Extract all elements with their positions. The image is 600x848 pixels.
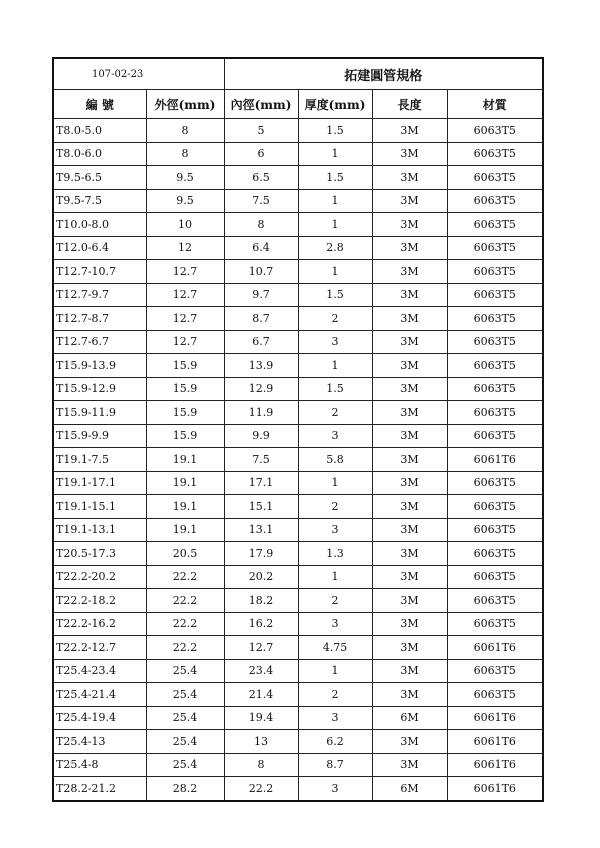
sheet-title: 拓建圓管規格	[224, 58, 543, 90]
table-cell: 3	[298, 612, 372, 636]
table-cell: 8.7	[298, 753, 372, 777]
table-cell: 1	[298, 260, 372, 284]
table-cell: 9.5	[146, 189, 224, 213]
part-code-cell: T22.2-16.2	[53, 612, 146, 636]
table-cell: 25.4	[146, 683, 224, 707]
table-cell: 6063T5	[447, 659, 543, 683]
table-row	[53, 307, 543, 331]
table-cell: 3M	[372, 589, 447, 613]
table-row	[53, 236, 543, 260]
table-cell: 10.7	[224, 260, 298, 284]
table-cell: 6063T5	[447, 377, 543, 401]
part-code-cell: T19.1-15.1	[53, 495, 146, 519]
table-cell: 6.2	[298, 730, 372, 754]
table-row	[53, 683, 543, 707]
table-cell: 3M	[372, 142, 447, 166]
table-row	[53, 495, 543, 519]
table-row	[53, 330, 543, 354]
table-cell: 6063T5	[447, 213, 543, 237]
table-cell: 13.9	[224, 354, 298, 378]
part-code-cell: T15.9-13.9	[53, 354, 146, 378]
table-cell: 3M	[372, 166, 447, 190]
table-row	[53, 753, 543, 777]
table-cell: 3M	[372, 518, 447, 542]
table-cell: 7.5	[224, 189, 298, 213]
table-row	[53, 636, 543, 660]
table-row	[53, 354, 543, 378]
table-cell: 6063T5	[447, 542, 543, 566]
table-cell: 16.2	[224, 612, 298, 636]
date-label: 107-02-23	[53, 58, 224, 90]
part-code-cell: T10.0-8.0	[53, 213, 146, 237]
table-cell: 6063T5	[447, 283, 543, 307]
table-cell: 25.4	[146, 659, 224, 683]
column-header: 材質	[447, 90, 543, 119]
table-row	[53, 166, 543, 190]
table-row	[53, 565, 543, 589]
table-cell: 3M	[372, 119, 447, 143]
table-cell: 19.1	[146, 448, 224, 472]
part-code-cell: T12.7-10.7	[53, 260, 146, 284]
table-cell: 6063T5	[447, 589, 543, 613]
table-cell: 19.4	[224, 706, 298, 730]
table-cell: 3M	[372, 330, 447, 354]
table-cell: 3M	[372, 471, 447, 495]
table-cell: 23.4	[224, 659, 298, 683]
table-row	[53, 542, 543, 566]
table-row	[53, 612, 543, 636]
part-code-cell: T22.2-18.2	[53, 589, 146, 613]
table-cell: 22.2	[224, 777, 298, 801]
table-cell: 1	[298, 142, 372, 166]
table-cell: 19.1	[146, 471, 224, 495]
table-row	[53, 424, 543, 448]
table-row	[53, 730, 543, 754]
part-code-cell: T19.1-17.1	[53, 471, 146, 495]
part-code-cell: T8.0-6.0	[53, 142, 146, 166]
table-cell: 1	[298, 471, 372, 495]
table-cell: 2	[298, 683, 372, 707]
part-code-cell: T20.5-17.3	[53, 542, 146, 566]
table-cell: 20.5	[146, 542, 224, 566]
table-cell: 15.9	[146, 377, 224, 401]
table-cell: 12.7	[146, 260, 224, 284]
table-cell: 19.1	[146, 495, 224, 519]
table-cell: 1.5	[298, 283, 372, 307]
part-code-cell: T9.5-6.5	[53, 166, 146, 190]
table-cell: 6063T5	[447, 495, 543, 519]
table-cell: 6061T6	[447, 730, 543, 754]
column-header: 內徑(mm)	[224, 90, 298, 119]
table-cell: 6	[224, 142, 298, 166]
table-cell: 3M	[372, 213, 447, 237]
table-cell: 1	[298, 659, 372, 683]
table-cell: 17.1	[224, 471, 298, 495]
table-row	[53, 706, 543, 730]
table-cell: 12.7	[146, 283, 224, 307]
table-cell: 6M	[372, 706, 447, 730]
table-row	[53, 471, 543, 495]
table-cell: 8	[146, 119, 224, 143]
table-cell: 6061T6	[447, 753, 543, 777]
table-cell: 2	[298, 589, 372, 613]
table-cell: 6063T5	[447, 119, 543, 143]
table-cell: 2	[298, 495, 372, 519]
table-cell: 1.5	[298, 119, 372, 143]
table-row	[53, 283, 543, 307]
column-header: 編 號	[53, 90, 146, 119]
table-cell: 3	[298, 777, 372, 801]
table-cell: 22.2	[146, 589, 224, 613]
table-cell: 5	[224, 119, 298, 143]
table-row	[53, 659, 543, 683]
table-cell: 3M	[372, 283, 447, 307]
table-cell: 22.2	[146, 636, 224, 660]
table-cell: 6.5	[224, 166, 298, 190]
table-cell: 12	[146, 236, 224, 260]
table-cell: 12.7	[146, 307, 224, 331]
table-cell: 3M	[372, 189, 447, 213]
table-cell: 3M	[372, 377, 447, 401]
table-cell: 6063T5	[447, 401, 543, 425]
table-cell: 2	[298, 307, 372, 331]
table-cell: 6061T6	[447, 636, 543, 660]
part-code-cell: T12.7-9.7	[53, 283, 146, 307]
title-row	[53, 58, 543, 90]
part-code-cell: T15.9-9.9	[53, 424, 146, 448]
table-cell: 15.1	[224, 495, 298, 519]
table-row	[53, 401, 543, 425]
column-header: 外徑(mm)	[146, 90, 224, 119]
table-row	[53, 518, 543, 542]
table-cell: 9.5	[146, 166, 224, 190]
table-cell: 15.9	[146, 401, 224, 425]
table-cell: 6063T5	[447, 354, 543, 378]
table-row	[53, 189, 543, 213]
table-cell: 13.1	[224, 518, 298, 542]
table-cell: 6063T5	[447, 189, 543, 213]
table-cell: 1.5	[298, 166, 372, 190]
part-code-cell: T28.2-21.2	[53, 777, 146, 801]
table-cell: 6063T5	[447, 565, 543, 589]
table-cell: 3	[298, 424, 372, 448]
table-cell: 3M	[372, 401, 447, 425]
table-cell: 1	[298, 213, 372, 237]
table-cell: 4.75	[298, 636, 372, 660]
table-cell: 2	[298, 401, 372, 425]
part-code-cell: T22.2-20.2	[53, 565, 146, 589]
table-cell: 2.8	[298, 236, 372, 260]
table-cell: 1.3	[298, 542, 372, 566]
part-code-cell: T22.2-12.7	[53, 636, 146, 660]
table-row	[53, 589, 543, 613]
table-cell: 12.9	[224, 377, 298, 401]
table-cell: 6.7	[224, 330, 298, 354]
table-cell: 3M	[372, 612, 447, 636]
table-cell: 6063T5	[447, 471, 543, 495]
column-header: 厚度(mm)	[298, 90, 372, 119]
table-cell: 7.5	[224, 448, 298, 472]
table-cell: 6063T5	[447, 518, 543, 542]
table-cell: 25.4	[146, 730, 224, 754]
spec-rows	[53, 119, 543, 801]
table-cell: 3M	[372, 424, 447, 448]
table-cell: 28.2	[146, 777, 224, 801]
table-cell: 6063T5	[447, 424, 543, 448]
table-cell: 22.2	[146, 612, 224, 636]
spec-table	[52, 57, 544, 802]
table-cell: 3	[298, 706, 372, 730]
table-cell: 25.4	[146, 753, 224, 777]
part-code-cell: T19.1-7.5	[53, 448, 146, 472]
table-cell: 3	[298, 518, 372, 542]
table-cell: 1	[298, 565, 372, 589]
table-cell: 6.4	[224, 236, 298, 260]
table-cell: 19.1	[146, 518, 224, 542]
table-cell: 13	[224, 730, 298, 754]
table-cell: 3M	[372, 495, 447, 519]
part-code-cell: T15.9-12.9	[53, 377, 146, 401]
table-cell: 3M	[372, 236, 447, 260]
table-row	[53, 448, 543, 472]
table-cell: 3M	[372, 683, 447, 707]
column-header-row	[53, 90, 543, 119]
table-cell: 3M	[372, 753, 447, 777]
table-cell: 3M	[372, 307, 447, 331]
table-cell: 1	[298, 189, 372, 213]
table-cell: 3M	[372, 636, 447, 660]
table-cell: 3M	[372, 354, 447, 378]
part-code-cell: T12.7-6.7	[53, 330, 146, 354]
table-cell: 6063T5	[447, 260, 543, 284]
table-cell: 22.2	[146, 565, 224, 589]
table-cell: 6063T5	[447, 236, 543, 260]
table-cell: 11.9	[224, 401, 298, 425]
table-cell: 9.7	[224, 283, 298, 307]
part-code-cell: T25.4-19.4	[53, 706, 146, 730]
table-cell: 17.9	[224, 542, 298, 566]
table-row	[53, 142, 543, 166]
table-cell: 3M	[372, 565, 447, 589]
table-cell: 5.8	[298, 448, 372, 472]
table-cell: 1	[298, 354, 372, 378]
table-cell: 10	[146, 213, 224, 237]
table-cell: 6063T5	[447, 166, 543, 190]
table-cell: 9.9	[224, 424, 298, 448]
table-cell: 6063T5	[447, 330, 543, 354]
part-code-cell: T15.9-11.9	[53, 401, 146, 425]
table-cell: 3M	[372, 730, 447, 754]
table-cell: 8	[224, 753, 298, 777]
table-cell: 1.5	[298, 377, 372, 401]
table-cell: 6063T5	[447, 683, 543, 707]
table-cell: 6063T5	[447, 612, 543, 636]
table-cell: 3M	[372, 260, 447, 284]
table-cell: 3M	[372, 542, 447, 566]
table-cell: 8.7	[224, 307, 298, 331]
table-cell: 6063T5	[447, 307, 543, 331]
table-row	[53, 119, 543, 143]
part-code-cell: T25.4-21.4	[53, 683, 146, 707]
table-cell: 8	[224, 213, 298, 237]
table-cell: 20.2	[224, 565, 298, 589]
table-cell: 6061T6	[447, 706, 543, 730]
table-cell: 21.4	[224, 683, 298, 707]
part-code-cell: T8.0-5.0	[53, 119, 146, 143]
table-row	[53, 260, 543, 284]
part-code-cell: T25.4-23.4	[53, 659, 146, 683]
table-cell: 3M	[372, 448, 447, 472]
table-cell: 15.9	[146, 354, 224, 378]
table-cell: 6061T6	[447, 448, 543, 472]
part-code-cell: T12.7-8.7	[53, 307, 146, 331]
table-cell: 6063T5	[447, 142, 543, 166]
table-cell: 18.2	[224, 589, 298, 613]
part-code-cell: T19.1-13.1	[53, 518, 146, 542]
table-cell: 3M	[372, 659, 447, 683]
table-row	[53, 213, 543, 237]
spec-sheet	[52, 57, 542, 802]
column-header: 長度	[372, 90, 447, 119]
part-code-cell: T25.4-13	[53, 730, 146, 754]
table-cell: 15.9	[146, 424, 224, 448]
part-code-cell: T25.4-8	[53, 753, 146, 777]
table-row	[53, 777, 543, 801]
table-cell: 12.7	[224, 636, 298, 660]
table-cell: 12.7	[146, 330, 224, 354]
table-cell: 3	[298, 330, 372, 354]
table-cell: 8	[146, 142, 224, 166]
part-code-cell: T9.5-7.5	[53, 189, 146, 213]
part-code-cell: T12.0-6.4	[53, 236, 146, 260]
table-cell: 6M	[372, 777, 447, 801]
table-cell: 25.4	[146, 706, 224, 730]
table-cell: 6061T6	[447, 777, 543, 801]
table-row	[53, 377, 543, 401]
